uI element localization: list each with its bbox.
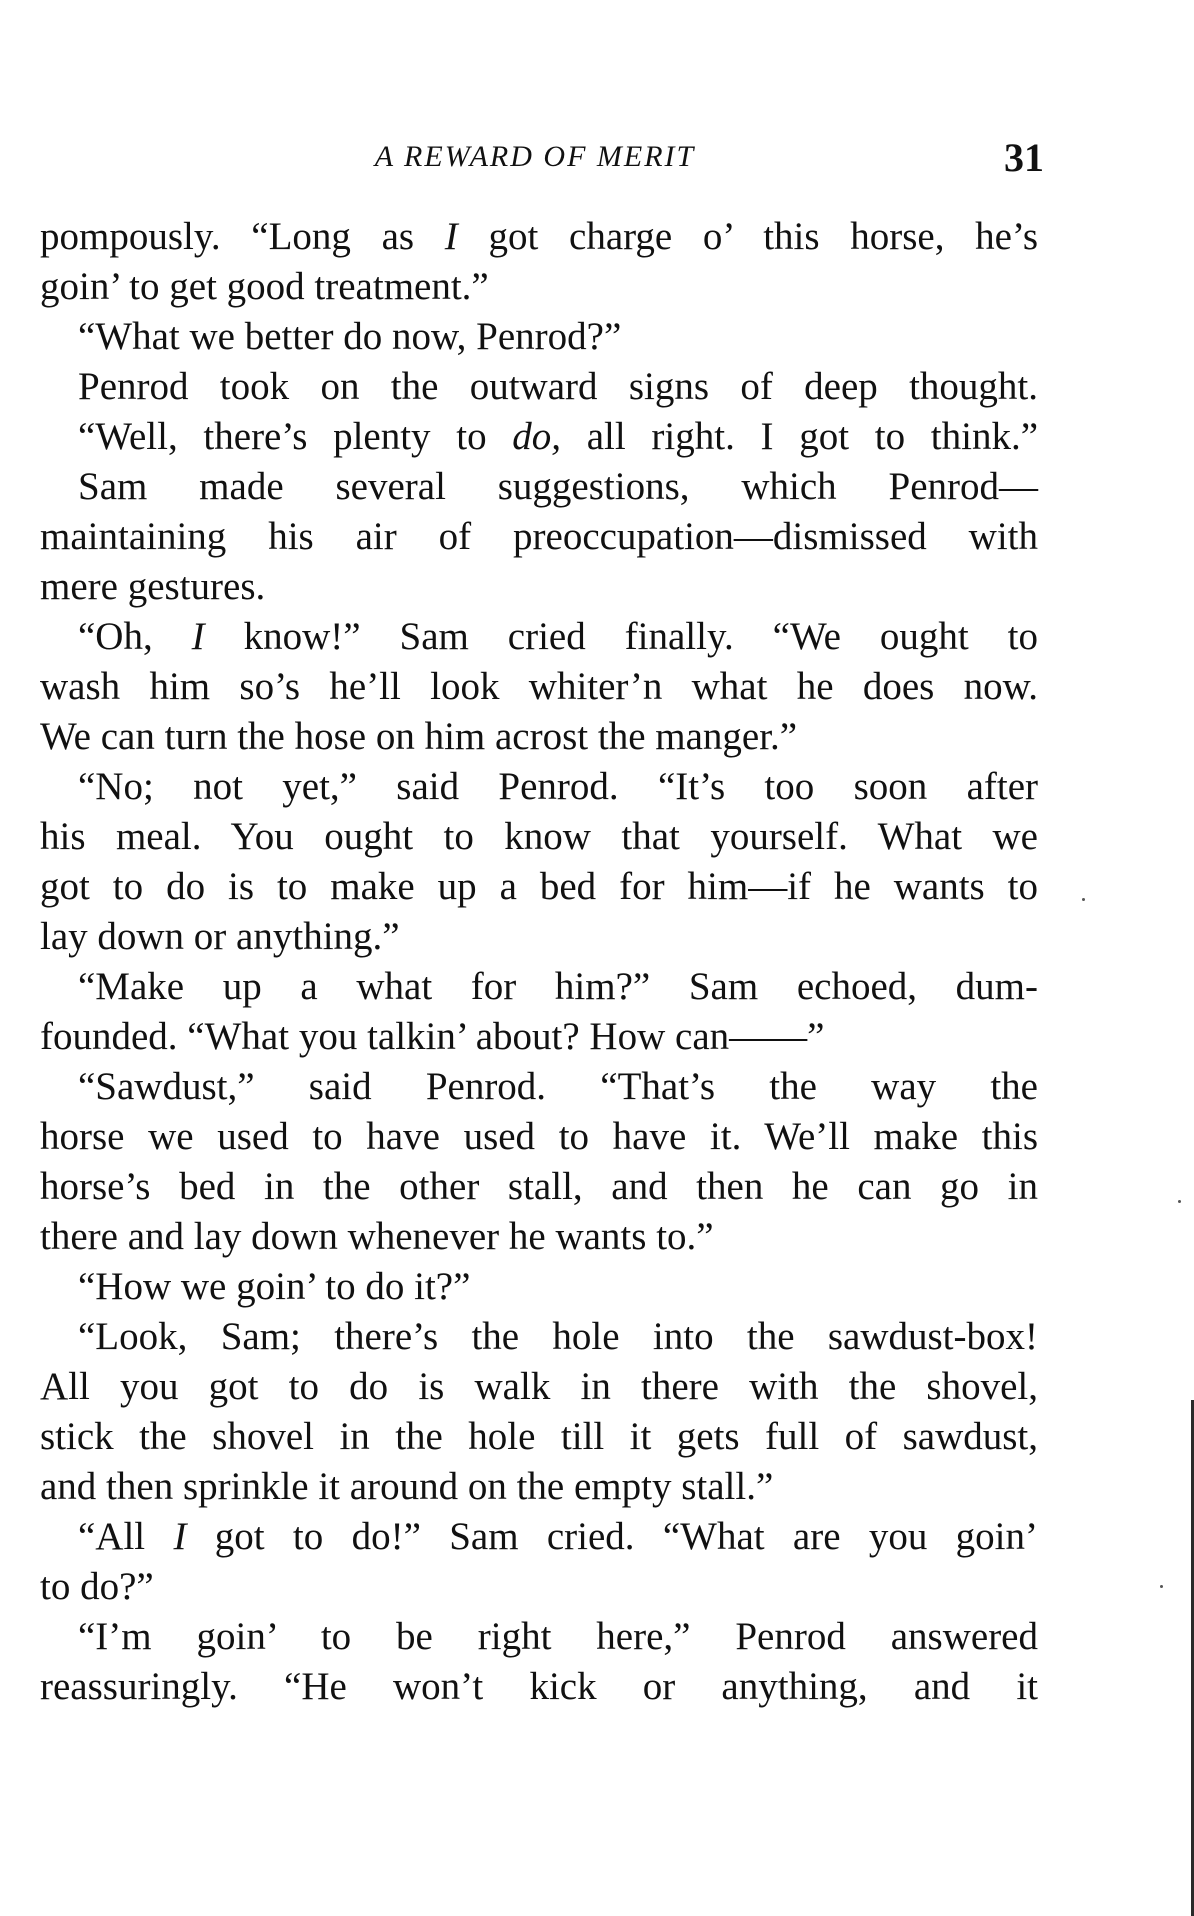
scan-speck [1082,898,1085,901]
text-line: got to do is to make up a bed for him—if he wants to [40,865,1038,908]
text-line: “How we goin’ to do it?” [78,1265,471,1308]
text-line: “Look, Sam; there’s the hole into the sawdust-box! [78,1315,1038,1358]
text-line: “All I got to do!” Sam cried. “What are you goin’ [78,1515,1038,1558]
text-line: mere gestures. [40,565,266,608]
running-head [40,134,1044,180]
body-text [40,212,1038,1712]
text-line: wash him so’s he’ll look whiter’n what he does now. [40,665,1038,708]
text-line: “No; not yet,” said Penrod. “It’s too soon after [78,765,1038,808]
text-line: “Make up a what for him?” Sam echoed, dum- [78,965,1038,1008]
text-line: “What we better do now, Penrod?” [78,315,622,358]
text-line: maintaining his air of preoccupation—dismissed with [40,515,1038,558]
text-line: and then sprinkle it around on the empty stall.” [40,1465,774,1508]
text-line: to do?” [40,1565,154,1608]
text-line: “Sawdust,” said Penrod. “That’s the way the [78,1065,1038,1108]
scan-speck [1160,1585,1163,1588]
text-line: founded. “What you talkin’ about? How can——” [40,1015,825,1058]
text-line: horse’s bed in the other stall, and then he can go in [40,1165,1038,1208]
text-line: We can turn the hose on him acrost the manger.” [40,715,798,758]
text-line: goin’ to get good treatment.” [40,265,489,308]
text-line: “Well, there’s plenty to do, all right. I got to think.” [78,415,1039,458]
text-line: “Oh, I know!” Sam cried finally. “We ought to [78,615,1038,658]
text-line: Sam made several suggestions, which Penrod— [78,465,1038,508]
text-line: “I’m goin’ to be right here,” Penrod answered [78,1615,1038,1658]
text-line: pompously. “Long as I got charge o’ this horse, he’s [40,215,1038,258]
text-line: stick the shovel in the hole till it gets full of sawdust, [40,1415,1038,1458]
page-number: 31 [1004,135,1044,180]
text-line: reassuringly. “He won’t kick or anything, and it [40,1665,1038,1708]
text-line: horse we used to have used to have it. We’ll make this [40,1115,1038,1158]
scan-speck [1178,1200,1181,1203]
running-title: A REWARD OF MERIT [374,140,696,173]
text-line: there and lay down whenever he wants to.” [40,1215,714,1258]
text-line: Penrod took on the outward signs of deep thought. [78,365,1038,408]
text-line: All you got to do is walk in there with the shovel, [40,1365,1038,1408]
text-line: his meal. You ought to know that yourself. What we [40,815,1038,858]
text-line: lay down or anything.” [40,915,400,958]
